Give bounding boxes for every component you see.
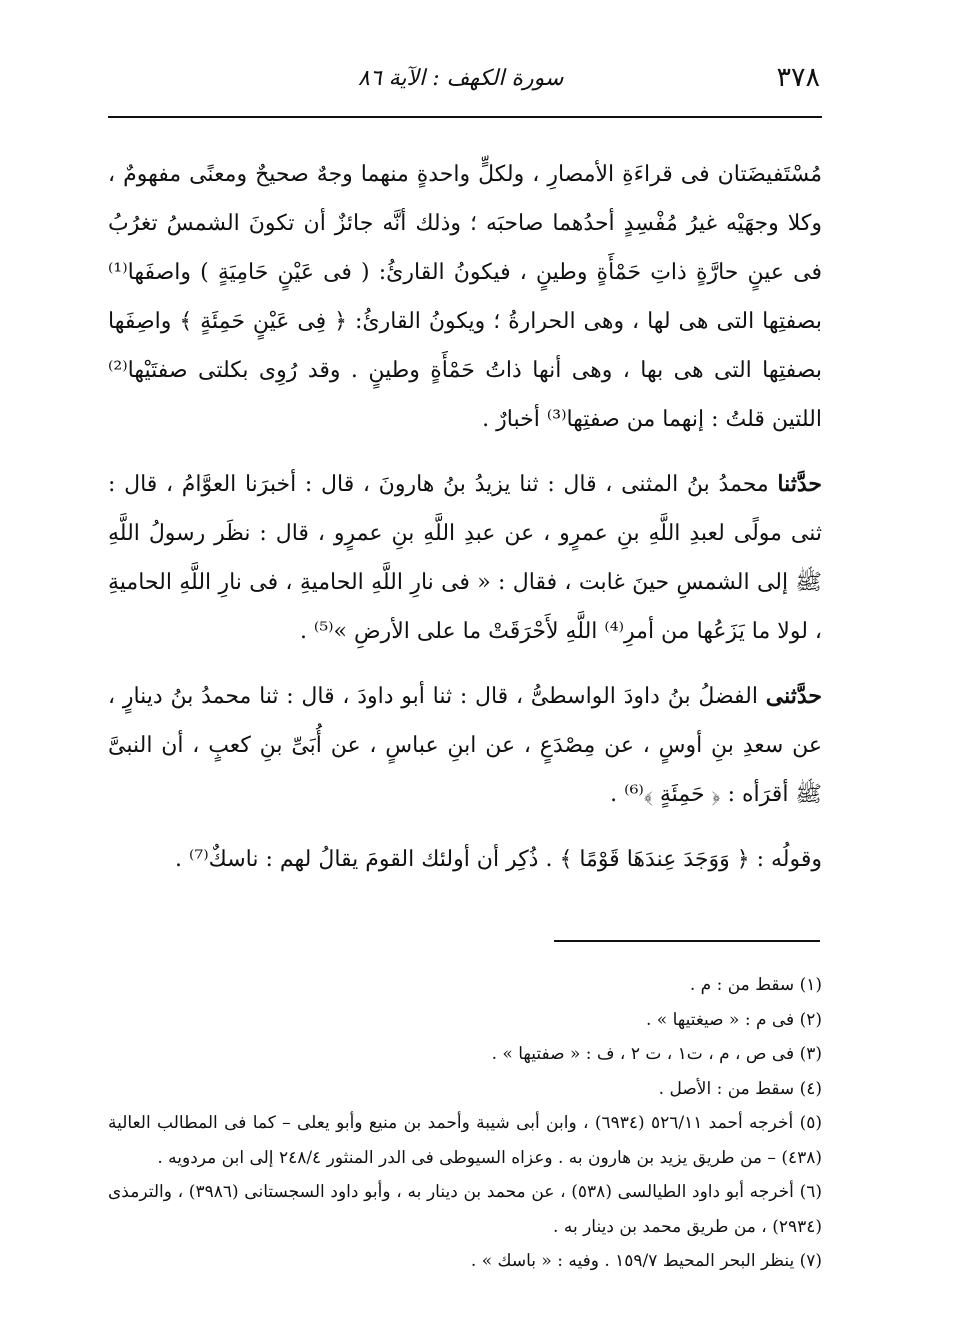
page-header — [108, 62, 820, 102]
paragraph-text: الفضلُ بنُ داودَ الواسطىُّ ، قال : ثنا أبو داودَ ، قال : ثنا محمدُ بنُ دينارٍ ، عن سعدِ بنِ أوسٍ ، عن مِصْدَعٍ ، عن ابنِ عباسٍ ، عن أُبَىِّ بنِ كعبٍ ، أن النبىَّ ﷺ أقرَأه : ﴿ حَمِئَةٍ ﴾⁽⁶⁾ . — [108, 684, 822, 807]
paragraph-text: وقولُه : ﴿ وَوَجَدَ عِندَهَا قَوْمًا ﴾ . ذُكِر أن أولئك القومَ يقالُ لهم : ناسكٌ⁽⁷⁾ . — [175, 847, 822, 872]
paragraph-2 — [108, 460, 822, 656]
header-rule — [108, 116, 822, 118]
footnote-2: (٢) فى م : « صيغتيها » . — [645, 1009, 822, 1030]
footnote-6: (٦) أخرجه أبو داود الطيالسى (٥٣٨) ، عن محمد بن دينار به ، وأبو داود السجستانى (٣٩٨٦) ، والترمذى (٢٩٣٤) ، من طريق محمد بن دينار به . — [108, 1182, 822, 1237]
footnote-7: (٧) ينظر البحر المحيط ١٥٩/٧ . وفيه : « باسك » . — [470, 1251, 822, 1271]
running-title: سورة الكهف : الآية ٨٦ — [358, 66, 564, 91]
paragraph-4 — [108, 835, 822, 884]
footnote-separator — [554, 940, 820, 942]
paragraph-3 — [108, 672, 822, 819]
page-number: ٣٧٨ — [776, 62, 820, 93]
footnotes — [108, 968, 822, 1279]
paragraph-text: محمدُ بنُ المثنى ، قال : ثنا يزيدُ بنُ هارونَ ، قال : أخبرَنا العوَّامُ ، قال : ثنى مولًى لعبدِ اللَّهِ بنِ عمرٍو ، عن عبدِ اللَّهِ بنِ عمرٍو ، قال : نظَر رسولُ اللَّهِ ﷺ إلى الشمسِ حينَ غابت ، فقال : « فى نارِ اللَّهِ الحاميةِ ، فى نارِ اللَّهِ الحاميةِ ، لولا ما يَزَعُها من أمرِ⁽⁴⁾ اللَّهِ لأَحْرَقَتْ ما على الأرضِ »⁽⁵⁾ . — [108, 472, 822, 644]
main-text — [108, 150, 822, 900]
paragraph-lead: حدَّثنى — [765, 683, 822, 709]
footnote-1: (١) سقط من : م . — [689, 975, 822, 995]
paragraph-text: مُسْتَفيضَتان فى قراءَةِ الأمصارِ ، ولكلٍّ واحدةٍ منهما وجهٌ صحيحٌ ومعنًى مفهومٌ ، وكلا وجهَيْه غيرُ مُفْسِدٍ أحدُهما صاحبَه ؛ وذلك أنَّه جائزٌ أن تكونَ الشمسُ تغرُبُ فى عينٍ حارَّةٍ ذاتِ حَمْأَةٍ وطينٍ ، فيكونُ القارئُ: ( فى عَيْنٍ حَامِيَةٍ ) واصفَها⁽¹⁾ بصفتِها التى هى لها ، وهى الحرارةُ ؛ ويكونُ القارئُ: ﴿ فِى عَيْنٍ حَمِئَةٍ ﴾ واصِفَها بصفتِها التى هى بها ، وهى أنها ذاتُ حَمْأَةٍ وطينٍ . وقد رُوِى بكلتى صفتَيْها⁽²⁾ اللتين قلتُ : إنهما من صفتِها⁽³⁾ أخبارٌ . — [108, 162, 822, 432]
footnote-4: (٤) سقط من : الأصل . — [658, 1078, 822, 1099]
paragraph-1 — [108, 150, 822, 444]
paragraph-lead: حدَّثنا — [777, 471, 822, 497]
footnote-5: (٥) أخرجه أحمد ٥٢٦/١١ (٦٩٣٤) ، وابن أبى شيبة وأحمد بن منيع وأبو يعلى – كما فى المطالب العالية (٤٣٨) – من طريق يزيد بن هارون به . وعزاه السيوطى فى الدر المنثور ٢٤٨/٤ إلى ابن مردويه . — [108, 1113, 822, 1168]
footnote-3: (٣) فى ص ، م ، ت١ ، ت ٢ ، ف : « صفتيها » . — [491, 1044, 822, 1064]
